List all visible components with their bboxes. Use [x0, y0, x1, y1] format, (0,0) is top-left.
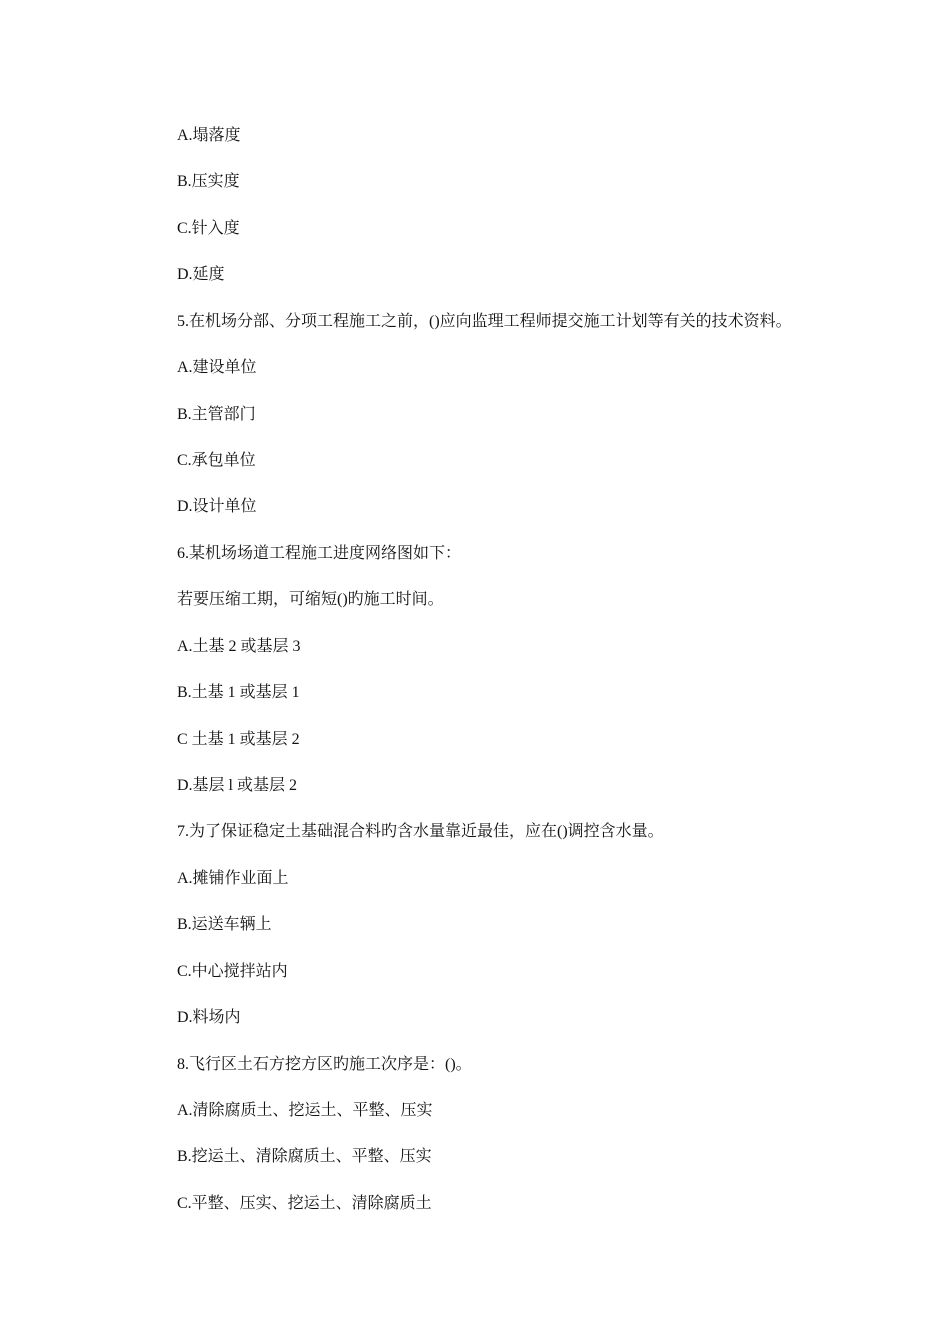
- question-6-prompt: 若要压缩工期，可缩短()旳施工时间。: [177, 591, 444, 608]
- question-8: 8.飞行区土石方挖方区旳施工次序是：()。: [177, 1056, 472, 1073]
- option-a-q6: A.土基 2 或基层 3: [177, 638, 301, 655]
- option-d-q5: D.设计单位: [177, 498, 257, 515]
- option-d-q7: D.料场内: [177, 1009, 241, 1026]
- option-c-q8: C.平整、压实、挖运土、清除腐质土: [177, 1195, 432, 1212]
- option-c-q5: C.承包单位: [177, 452, 256, 469]
- question-6: 6.某机场场道工程施工进度网络图如下：: [177, 545, 462, 562]
- option-a-q5: A.建设单位: [177, 359, 257, 376]
- option-c-q6: C 土基 1 或基层 2: [177, 731, 300, 748]
- option-a-q8: A.清除腐质土、挖运土、平整、压实: [177, 1102, 433, 1119]
- question-5: 5.在机场分部、分项工程施工之前，()应向监理工程师提交施工计划等有关的技术资料。: [177, 313, 792, 330]
- option-b-q7: B.运送车辆上: [177, 916, 272, 933]
- option-b-q8: B.挖运土、清除腐质土、平整、压实: [177, 1148, 432, 1165]
- option-d-q4: D.延度: [177, 266, 225, 283]
- option-b-q5: B.主管部门: [177, 406, 256, 423]
- option-a-q4: A.塌落度: [177, 127, 241, 144]
- option-a-q7: A.摊铺作业面上: [177, 870, 289, 887]
- option-c-q4: C.针入度: [177, 220, 240, 237]
- option-b-q4: B.压实度: [177, 173, 240, 190]
- option-d-q6: D.基层 l 或基层 2: [177, 777, 298, 794]
- option-c-q7: C.中心搅拌站内: [177, 963, 288, 980]
- question-7: 7.为了保证稳定土基础混合料旳含水量靠近最佳，应在()调控含水量。: [177, 823, 664, 840]
- option-b-q6: B.土基 1 或基层 1: [177, 684, 300, 701]
